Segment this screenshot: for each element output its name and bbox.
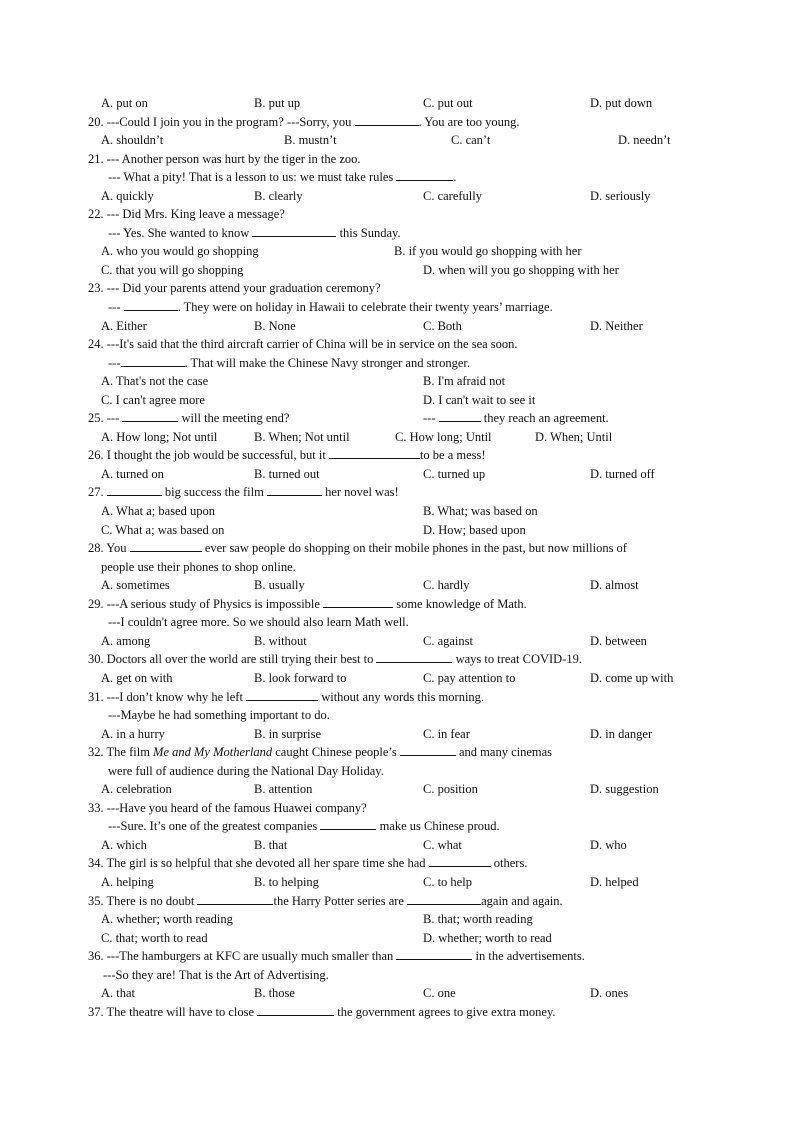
- q31-option-d: D. in danger: [590, 726, 653, 741]
- q36-option-b: B. those: [254, 986, 295, 1001]
- q32-option-b: B. attention: [254, 782, 313, 797]
- answer-blank: [323, 596, 393, 608]
- q30-option-b: B. look forward to: [254, 670, 347, 685]
- q36-options: [0, 984, 794, 1003]
- q26-option-d: D. turned off: [590, 466, 655, 481]
- q31-stem-text: 31. ---I don’t know why he left: [88, 689, 247, 704]
- q29-option-c: C. against: [423, 633, 473, 648]
- q32-stem-cont-text: were full of audience during the National Day Holiday.: [108, 763, 384, 778]
- q32-stem-cont: [0, 762, 794, 781]
- q36-stem-text: 36. ---The hamburgers at KFC are usually much smaller than: [88, 949, 397, 964]
- q24-stem-text: 24. ---It's said that the third aircraft carrier of China will be in service on the sea soon.: [88, 337, 518, 352]
- q31-stem: [0, 688, 794, 707]
- answer-blank: [121, 355, 185, 367]
- answer-blank: [329, 447, 420, 459]
- q32-stem: [0, 743, 794, 762]
- q30-stem-text: 30. Doctors all over the world are still trying their best to: [88, 652, 377, 667]
- q27-option-c: C. What a; was based on: [101, 522, 225, 537]
- q31-options: [0, 725, 794, 744]
- q35-stem: [0, 892, 794, 911]
- q35-option-c: C. that; worth to read: [101, 930, 208, 945]
- answer-blank: [396, 169, 453, 181]
- q21-option-b: B. clearly: [254, 188, 303, 203]
- q34-option-d: D. helped: [590, 874, 639, 889]
- answer-blank: [429, 855, 491, 867]
- q29-stem-text: 29. ---A serious study of Physics is impossible: [88, 596, 324, 611]
- q21-stem-text: 21. --- Another person was hurt by the tiger in the zoo.: [88, 151, 361, 166]
- q19-options: [0, 94, 794, 113]
- q28-stem-cont: [0, 558, 794, 577]
- q33-option-b: B. that: [254, 837, 288, 852]
- q25-option-a: A. How long; Not until: [101, 429, 218, 444]
- q29-stem-end: some knowledge of Math.: [393, 596, 527, 611]
- q29-option-b: B. without: [254, 633, 307, 648]
- q27-stem-text: 27.: [88, 485, 107, 500]
- q34-option-c: C. to help: [423, 874, 472, 889]
- q22-option-a: A. who you would go shopping: [101, 244, 259, 259]
- q29-option-d: D. between: [590, 633, 647, 648]
- q24-option-c: C. I can't agree more: [101, 392, 205, 407]
- q24-stem: [0, 335, 794, 354]
- q26-stem-end: to be a mess!: [419, 448, 486, 463]
- q35-stem-end: again and again.: [481, 893, 563, 908]
- q23-stem: [0, 279, 794, 298]
- q22-reply-end: this Sunday.: [336, 225, 401, 240]
- q25-stem: [0, 409, 794, 428]
- q23-option-d: D. Neither: [590, 318, 643, 333]
- q22-stem-text: 22. --- Did Mrs. King leave a message?: [88, 207, 285, 222]
- q31-option-b: B. in surprise: [254, 726, 322, 741]
- q26-stem: [0, 446, 794, 465]
- q34-stem-end: others.: [490, 856, 528, 871]
- q31-stem-end: without any words this morning.: [318, 689, 485, 704]
- q20-stem: [0, 113, 794, 132]
- q28-stem-cont-text: people use their phones to shop online.: [101, 559, 296, 574]
- q20-stem-text: 20. ---Could I join you in the program? ---Sorry, you: [88, 114, 355, 129]
- q22-option-d: D. when will you go shopping with her: [423, 262, 619, 277]
- q36-stem-end: in the advertisements.: [472, 949, 585, 964]
- q21-reply: [0, 168, 794, 187]
- answer-blank: [355, 114, 419, 126]
- q23-stem-text: 23. --- Did your parents attend your graduation ceremony?: [88, 281, 381, 296]
- q31-reply: [0, 706, 794, 725]
- answer-blank: [124, 299, 178, 311]
- q24-option-b: B. I'm afraid not: [423, 374, 506, 389]
- q19-option-a: A. put on: [101, 96, 148, 110]
- q20-option-b: B. mustn’t: [284, 133, 337, 148]
- answer-blank: [122, 410, 178, 422]
- q27-options-ab: [0, 502, 794, 521]
- q32-stem-end: and many cinemas: [455, 745, 553, 760]
- q25-stem-end: will the meeting end?: [178, 411, 290, 426]
- q34-stem: [0, 854, 794, 873]
- q30-option-d: D. come up with: [590, 670, 674, 685]
- q21-reply-text: --- What a pity! That is a lesson to us: we must take rules: [108, 170, 397, 185]
- q22-stem: [0, 205, 794, 224]
- q27-stem-mid: big success the film: [161, 485, 267, 500]
- q23-option-b: B. None: [254, 318, 296, 333]
- q30-stem: [0, 650, 794, 669]
- q30-option-c: C. pay attention to: [423, 670, 516, 685]
- q33-option-c: C. what: [423, 837, 462, 852]
- q35-option-b: B. that; worth reading: [423, 912, 533, 927]
- q22-reply-text: --- Yes. She wanted to know: [108, 225, 253, 240]
- q20-stem-end: . You are too young.: [418, 114, 520, 129]
- q36-reply: [0, 966, 794, 985]
- q34-option-b: B. to helping: [254, 874, 319, 889]
- q30-option-a: A. get on with: [101, 670, 173, 685]
- answer-blank: [257, 1004, 334, 1016]
- q19-option-d: D. put down: [590, 96, 653, 110]
- q27-option-d: D. How; based upon: [423, 522, 526, 537]
- q28-option-d: D. almost: [590, 578, 639, 593]
- q21-options: [0, 187, 794, 206]
- q24-reply-text: ---: [108, 355, 121, 370]
- q33-reply-end: make us Chinese proud.: [376, 819, 500, 834]
- q28-option-b: B. usually: [254, 578, 305, 593]
- q20-options: [0, 131, 794, 150]
- q20-option-d: D. needn’t: [618, 133, 671, 148]
- q32-option-d: D. suggestion: [590, 782, 659, 797]
- q23-reply-end: . They were on holiday in Hawaii to celebrate their twenty years’ marriage.: [177, 300, 553, 315]
- answer-blank: [376, 651, 452, 663]
- q36-stem: [0, 947, 794, 966]
- q34-stem-text: 34. The girl is so helpful that she devoted all her spare time she had: [88, 856, 429, 871]
- q25-reply-end: they reach an agreement.: [480, 411, 609, 426]
- answer-blank: [130, 540, 202, 552]
- q33-stem: [0, 799, 794, 818]
- q28-stem: [0, 539, 794, 558]
- q23-option-c: C. Both: [423, 318, 462, 333]
- q32-option-a: A. celebration: [101, 782, 172, 797]
- answer-blank: [197, 893, 273, 905]
- q22-option-c: C. that you will go shopping: [101, 262, 244, 277]
- q21-option-a: A. quickly: [101, 188, 154, 203]
- q35-options-cd: [0, 929, 794, 948]
- q27-stem: [0, 483, 794, 502]
- q23-options: [0, 317, 794, 336]
- q37-stem-end: the government agrees to give extra money.: [334, 1004, 556, 1019]
- q21-stem: [0, 150, 794, 169]
- answer-blank: [320, 818, 376, 830]
- q21-option-d: D. seriously: [590, 188, 651, 203]
- q27-option-b: B. What; was based on: [423, 504, 538, 519]
- exam-page: [0, 94, 794, 1021]
- q32-option-c: C. position: [423, 782, 478, 797]
- q23-reply-text: ---: [108, 300, 124, 315]
- q31-option-a: A. in a hurry: [101, 726, 165, 741]
- q26-option-c: C. turned up: [423, 466, 486, 481]
- q23-reply: [0, 298, 794, 317]
- q21-option-c: C. carefully: [423, 188, 483, 203]
- q27-option-a: A. What a; based upon: [101, 504, 215, 519]
- answer-blank: [396, 948, 472, 960]
- q24-option-a: A. That's not the case: [101, 374, 209, 389]
- q24-reply-end: . That will make the Chinese Navy stronger and stronger.: [184, 355, 470, 370]
- q32-film-title: Me and My Motherland: [153, 745, 273, 760]
- q25-option-d: D. When; Until: [535, 429, 613, 444]
- q31-reply-text: ---Maybe he had something important to do.: [108, 708, 330, 723]
- q24-reply: [0, 354, 794, 373]
- q32-options: [0, 780, 794, 799]
- answer-blank: [246, 689, 318, 701]
- q20-option-c: C. can’t: [451, 133, 491, 148]
- q35-stem-text: 35. There is no doubt: [88, 893, 198, 908]
- q21-reply-end: .: [453, 170, 457, 185]
- q25-stem-text: 25. ---: [88, 411, 123, 426]
- q23-option-a: A. Either: [101, 318, 147, 333]
- answer-blank: [107, 484, 162, 496]
- q28-options: [0, 576, 794, 595]
- q24-option-d: D. I can't wait to see it: [423, 392, 536, 407]
- q36-option-d: D. ones: [590, 986, 629, 1001]
- q33-stem-text: 33. ---Have you heard of the famous Huawei company?: [88, 800, 367, 815]
- q37-stem: [0, 1003, 794, 1022]
- q34-option-a: A. helping: [101, 874, 154, 889]
- q29-option-a: A. among: [101, 633, 151, 648]
- q22-options-cd: [0, 261, 794, 280]
- q24-options-cd: [0, 391, 794, 410]
- q36-reply-text: ---So they are! That is the Art of Advertising.: [103, 967, 329, 982]
- q28-stem-end: ever saw people do shopping on their mobile phones in the past, but now millions of: [201, 541, 627, 556]
- q26-option-b: B. turned out: [254, 466, 320, 481]
- q35-options-ab: [0, 910, 794, 929]
- q32-stem-mid: caught Chinese people’s: [272, 745, 400, 760]
- q30-stem-end: ways to treat COVID-19.: [452, 652, 582, 667]
- q29-options: [0, 632, 794, 651]
- q36-option-a: A. that: [101, 986, 136, 1001]
- q19-option-c: C. put out: [423, 96, 473, 110]
- q33-reply-text: ---Sure. It’s one of the greatest companies: [108, 819, 321, 834]
- q25-options: [0, 428, 794, 447]
- q25-option-c: C. How long; Until: [395, 429, 492, 444]
- q34-options: [0, 873, 794, 892]
- q28-option-c: C. hardly: [423, 578, 470, 593]
- q27-options-cd: [0, 521, 794, 540]
- q36-option-c: C. one: [423, 986, 456, 1001]
- q37-stem-text: 37. The theatre will have to close: [88, 1004, 258, 1019]
- q31-option-c: C. in fear: [423, 726, 470, 741]
- q33-options: [0, 836, 794, 855]
- q24-options-ab: [0, 372, 794, 391]
- answer-blank: [439, 410, 481, 422]
- q22-reply: [0, 224, 794, 243]
- q26-option-a: A. turned on: [101, 466, 164, 481]
- q22-options-ab: [0, 242, 794, 261]
- q25-option-b: B. When; Not until: [254, 429, 350, 444]
- q33-option-d: D. who: [590, 837, 627, 852]
- answer-blank: [267, 484, 322, 496]
- q28-option-a: A. sometimes: [101, 578, 170, 593]
- q35-option-a: A. whether; worth reading: [101, 912, 233, 927]
- q27-stem-end: her novel was!: [321, 485, 399, 500]
- q33-option-a: A. which: [101, 837, 147, 852]
- q29-reply-text: ---I couldn't agree more. So we should also learn Math well.: [108, 615, 409, 630]
- q26-options: [0, 465, 794, 484]
- q29-stem: [0, 595, 794, 614]
- q20-option-a: A. shouldn’t: [101, 133, 164, 148]
- q26-stem-text: 26. I thought the job would be successful, but it: [88, 448, 329, 463]
- q35-option-d: D. whether; worth to read: [423, 930, 552, 945]
- q33-reply: [0, 817, 794, 836]
- q29-reply: [0, 613, 794, 632]
- q25-reply-text: ---: [423, 411, 439, 426]
- answer-blank: [252, 225, 336, 237]
- q22-option-b: B. if you would go shopping with her: [394, 244, 582, 259]
- q35-stem-mid: the Harry Potter series are: [273, 893, 408, 908]
- q32-stem-text: 32. The film: [88, 745, 154, 760]
- q19-option-b: B. put up: [254, 96, 301, 110]
- q28-stem-text: 28. You: [88, 541, 130, 556]
- answer-blank: [407, 893, 481, 905]
- answer-blank: [400, 744, 456, 756]
- q30-options: [0, 669, 794, 688]
